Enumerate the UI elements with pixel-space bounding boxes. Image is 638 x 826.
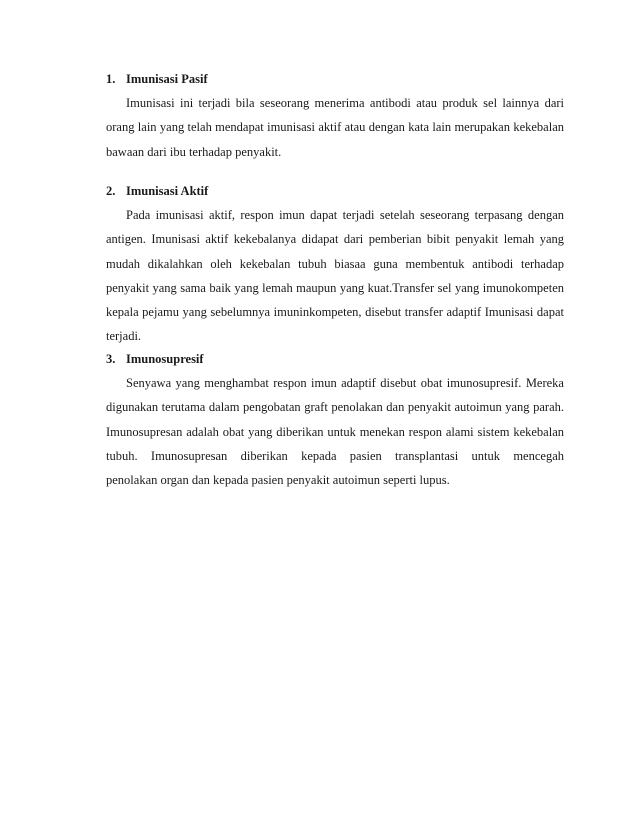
section-paragraph [106,203,564,349]
paragraph-line: orang lain yang telah mendapat imunisasi aktif atau dengan kata lain merupakan kekebalan [106,120,564,135]
paragraph-line: mudah dikalahkan oleh kekebalan tubuh biasaa guna membentuk antibodi terhadap [106,256,564,271]
section-imunisasi-pasif [106,71,564,164]
paragraph-line: digunakan terutama dalam pengobatan graft penolakan dan penyakit autoimun yang parah. [106,400,564,415]
section-imunisasi-aktif [106,183,564,349]
section-title: Imunisasi Aktif [126,184,209,198]
paragraph-line: bawaan dari ibu terhadap penyakit. [106,144,282,159]
section-heading [106,71,564,87]
section-heading [106,183,564,199]
paragraph-line: penyakit yang sama baik yang lemah maupun yang kuat.Transfer sel yang imunokompeten [106,280,564,295]
paragraph-line: antigen. Imunisasi aktif kekebalanya didapat dari pemberian bibit penyakit lemah yang [106,232,564,247]
section-number: 1. [106,72,116,86]
paragraph-line: Pada imunisasi aktif, respon imun dapat terjadi setelah seseorang terpasang dengan [126,208,564,222]
section-title: Imunisasi Pasif [126,72,208,86]
paragraph-line: Imunosupresan adalah obat yang diberikan untuk menekan respon alami sistem kekebalan [106,424,564,439]
paragraph-line: Senyawa yang menghambat respon imun adaptif disebut obat imunosupresif. Mereka [126,376,564,390]
section-imunosupresif [106,351,564,492]
section-number: 3. [106,352,116,366]
paragraph-line: kepala pejamu yang sebelumnya imuninkompeten, disebut transfer adaptif Imunisasi dapat [106,305,564,320]
paragraph-line: Imunisasi ini terjadi bila seseorang menerima antibodi atau produk sel lainnya dari [126,96,564,110]
section-title: Imunosupresif [126,352,204,366]
section-paragraph [106,371,564,492]
section-number: 2. [106,184,116,198]
paragraph-line: terjadi. [106,329,142,344]
section-paragraph [106,91,564,164]
paragraph-line: penolakan organ dan kepada pasien penyakit autoimun seperti lupus. [106,473,450,488]
section-heading [106,351,564,367]
paragraph-line: tubuh. Imunosupresan diberikan kepada pasien transplantasi untuk mencegah [106,448,564,463]
